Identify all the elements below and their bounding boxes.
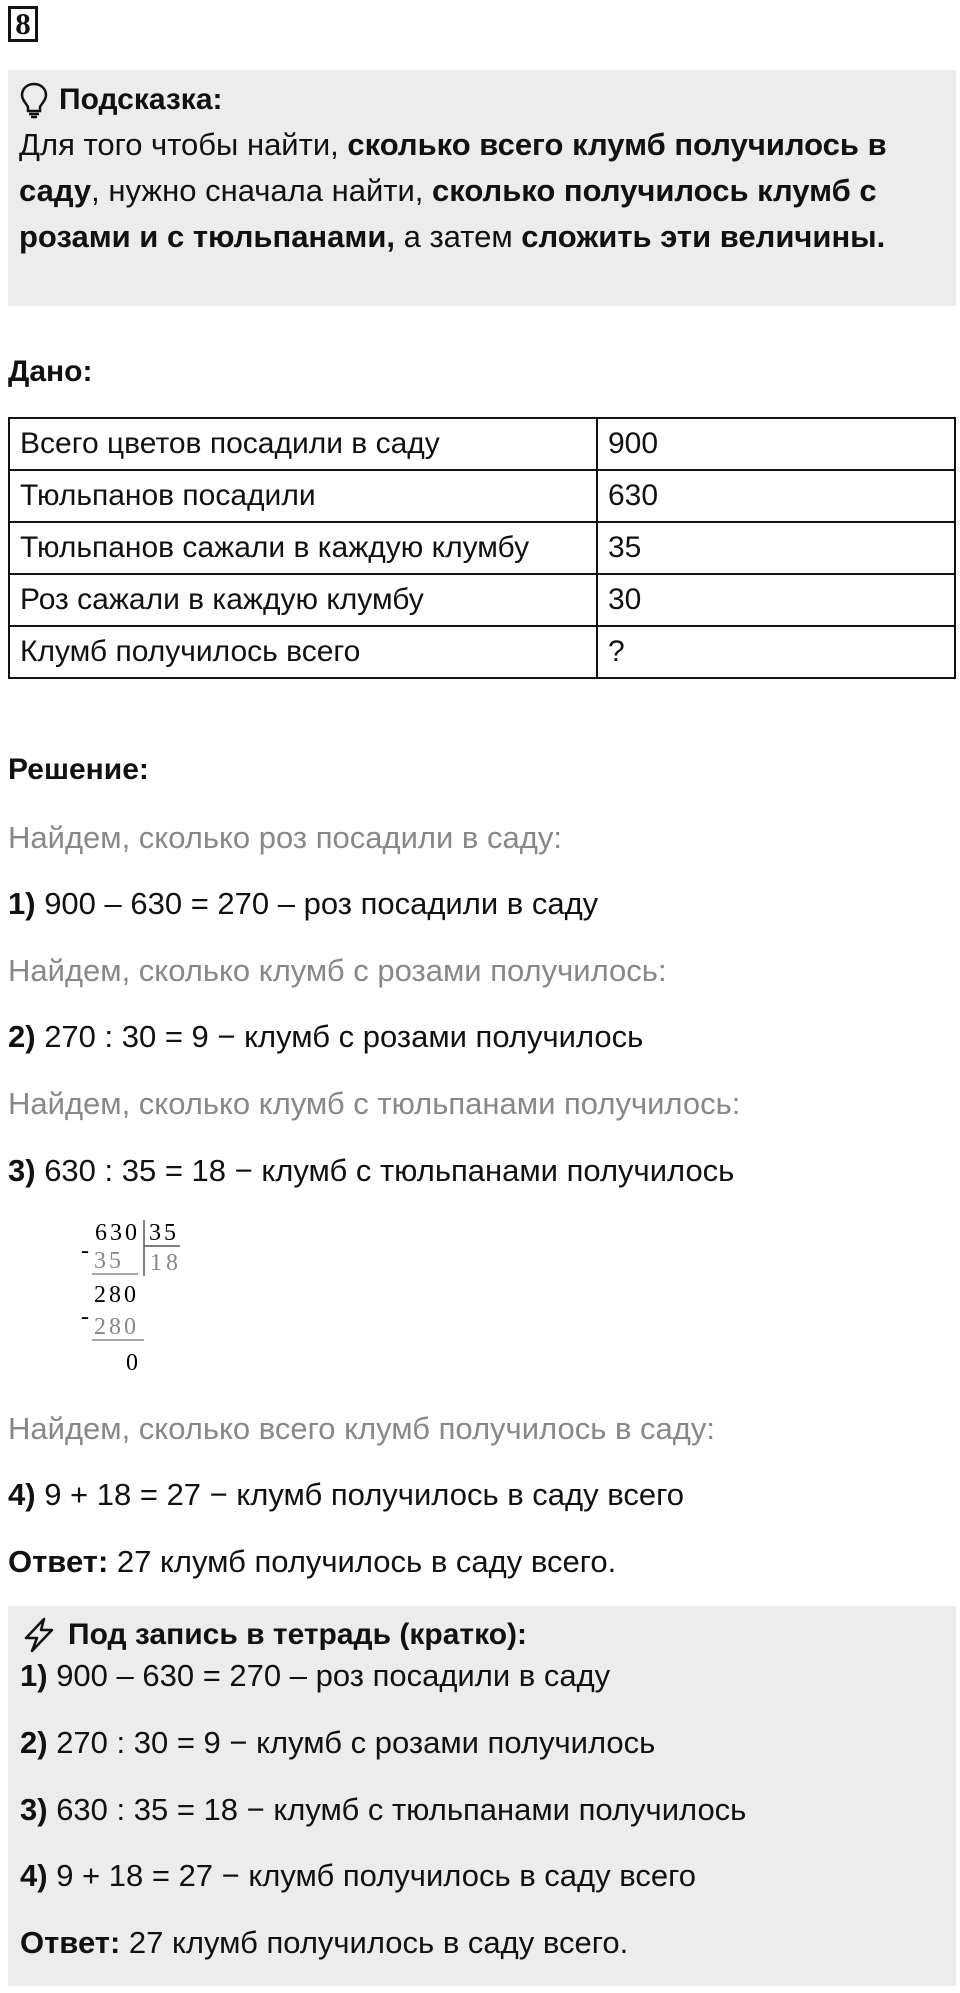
solution-intro-2: Найдем, сколько клумб с розами получилось: [8, 953, 667, 988]
solution-intro-3: Найдем, сколько клумб с тюльпанами получилось: [8, 1086, 741, 1121]
record-answer [20, 1925, 628, 1961]
hint-title: Подсказка: [59, 83, 223, 116]
solution-answer [8, 1544, 616, 1580]
hint-segment: , нужно сначала найти, [91, 173, 433, 208]
step-number: 1) [8, 886, 36, 921]
answer-text: 27 клумб получилось в саду всего. [108, 1544, 617, 1579]
hint-segment-bold: сколько получилось клумб с розами и с тюльпанами, [19, 173, 877, 254]
step-text: 270 : 30 = 9 − клумб с розами получилось [47, 1725, 656, 1760]
answer-label: Ответ: [8, 1544, 109, 1579]
hint-header [19, 78, 945, 122]
given-cell-value: ? [597, 626, 955, 678]
step-text: 630 : 35 = 18 − клумб с тюльпанами получилось [47, 1792, 747, 1827]
given-cell-label: Тюльпанов посадили [9, 470, 597, 522]
division-quotient: 18 [150, 1250, 182, 1276]
table-row [9, 470, 955, 522]
table-row [9, 418, 955, 470]
hint-segment-bold: сколько всего клумб получилось в саду [19, 127, 887, 208]
answer-label: Ответ: [20, 1925, 121, 1960]
step-number: 3) [8, 1153, 36, 1188]
table-row [9, 522, 955, 574]
division-dividend: 630 [95, 1220, 140, 1246]
given-cell-label: Тюльпанов сажали в каждую клумбу [9, 522, 597, 574]
step-text: 900 – 630 = 270 – роз посадили в саду [47, 1658, 611, 1693]
division-remainder-2: 0 [126, 1350, 138, 1376]
given-cell-value: 30 [597, 574, 955, 626]
division-remainder-1: 280 [94, 1282, 139, 1308]
hint-segment-bold: сложить эти величины. [521, 219, 886, 254]
step-text: 630 : 35 = 18 − клумб с тюльпанами получилось [35, 1153, 735, 1188]
solution-step-3 [8, 1153, 734, 1189]
solution-label: Решение: [8, 753, 149, 786]
division-sub-1: 35 [94, 1248, 124, 1274]
record-step-1 [20, 1658, 610, 1694]
answer-text: 27 клумб получилось в саду всего. [120, 1925, 629, 1960]
step-number: 4) [20, 1858, 48, 1893]
record-step-4 [20, 1858, 696, 1894]
record-step-3 [20, 1792, 746, 1828]
solution-intro-1: Найдем, сколько роз посадили в саду: [8, 820, 562, 855]
given-label: Дано: [8, 355, 93, 388]
hint-segment: а затем [395, 219, 522, 254]
step-number: 3) [20, 1792, 48, 1827]
task-number: 8 [8, 6, 38, 42]
hint-segment: Для того чтобы найти, [19, 127, 348, 162]
hint-box [8, 70, 956, 306]
table-row [9, 626, 955, 678]
step-number: 4) [8, 1477, 36, 1512]
solution-step-1 [8, 886, 598, 922]
solution-step-4 [8, 1477, 684, 1513]
step-text: 9 + 18 = 27 − клумб получилось в саду всего [47, 1858, 696, 1893]
given-cell-value: 630 [597, 470, 955, 522]
given-cell-label: Клумб получилось всего [9, 626, 597, 678]
given-table [8, 417, 956, 679]
table-row [9, 574, 955, 626]
solution-intro-4: Найдем, сколько всего клумб получилось в саду: [8, 1411, 715, 1446]
hint-text [19, 122, 945, 260]
given-cell-label: Всего цветов посадили в саду [9, 418, 597, 470]
record-header [20, 1612, 944, 1658]
long-division [78, 1216, 198, 1386]
step-text: 9 + 18 = 27 − клумб получилось в саду всего [35, 1477, 684, 1512]
lightning-icon [20, 1616, 58, 1654]
lightbulb-icon [19, 81, 49, 119]
division-sub-2: 280 [94, 1314, 139, 1340]
step-number: 1) [20, 1658, 48, 1693]
step-text: 900 – 630 = 270 – роз посадили в саду [35, 886, 599, 921]
step-text: 270 : 30 = 9 − клумб с розами получилось [35, 1019, 644, 1054]
division-minus: - [81, 1238, 89, 1264]
record-step-2 [20, 1725, 655, 1761]
solution-step-2 [8, 1019, 643, 1055]
given-cell-value: 900 [597, 418, 955, 470]
division-minus: - [81, 1304, 89, 1330]
step-number: 2) [8, 1019, 36, 1054]
record-title: Под запись в тетрадь (кратко): [68, 1618, 528, 1651]
division-divisor: 35 [149, 1220, 179, 1246]
given-cell-value: 35 [597, 522, 955, 574]
step-number: 2) [20, 1725, 48, 1760]
given-cell-label: Роз сажали в каждую клумбу [9, 574, 597, 626]
notebook-record-box [8, 1606, 956, 1986]
